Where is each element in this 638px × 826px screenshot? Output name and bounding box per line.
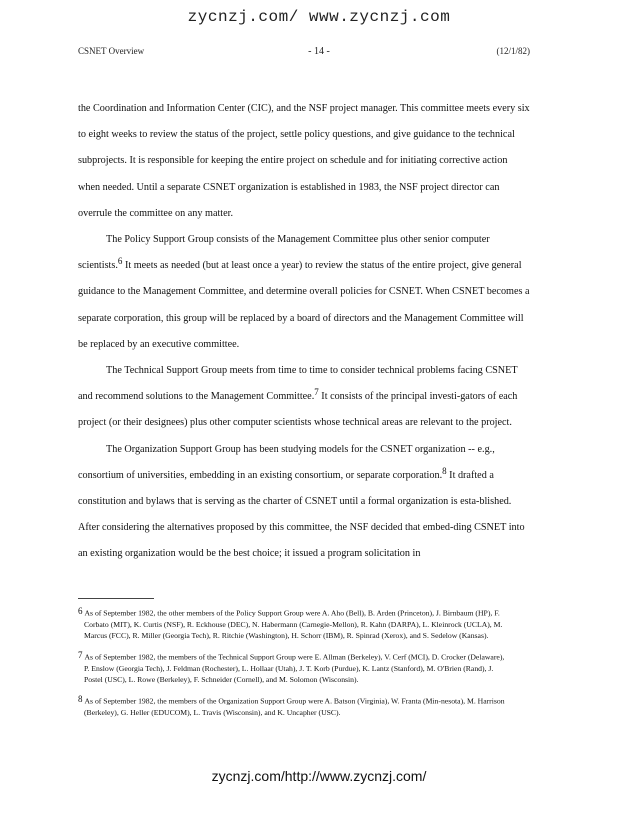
footnote: [78, 694, 508, 718]
footnote-ref: 6: [117, 256, 123, 267]
watermark-top: zycnzj.com/ www.zycnzj.com: [187, 8, 451, 26]
paragraph-text: the Coordination and Information Center (CIC), and the NSF project manager. This committee meets every six to eight weeks to review the status of the project, settle policy questions, and give guidance to the technical subprojects. It is responsible for keeping the entire project on schedule and for initiating corrective action when needed. Until a separate CSNET organization is established in 1983, the NSF project director can overrule the committee on any matter.: [78, 103, 530, 219]
paragraph: [78, 227, 530, 358]
paragraph-text: It meets as needed (but at least once a year) to review the status of the entire project, give general guidance to the Management Committee, and determine overall policies for CSNET. When CSNET becomes a separate corporation, this group will be replaced by a board of directors and the Management Committee will be replaced by an executive committee.: [78, 260, 530, 350]
footnote-number: 8: [78, 693, 83, 704]
footnote-text: As of September 1982, the members of the Technical Support Group were E. Allman (Berkeley), V. Cerf (MCI), D. Crocker (Delaware), P. Enslow (Georgia Tech), J. Feldman (Rochester), L. Hollaar (Utah), J. T. Korb (Purdue), K. Lantz (Stanford), M. O'Brien (Rand), J. Postel (USC), L. Rowe (Berkeley), F. Schneider (Cornell), and M. Solomon (Wisconsin).: [84, 652, 505, 685]
paragraph: [78, 437, 530, 568]
footnote-number: 6: [78, 606, 83, 616]
footnote-text: As of September 1982, the other members of the Policy Support Group were A. Aho (Bell), B. Arden (Princeton), J. Birnbaum (HP), F. Corbato (MIT), K. Curtis (NSF), R. Eckhouse (DEC), N. Habermann (Carnegie-Mellon), R. Kahn (DARPA), L. Kleinrock (UCLA), M. Marcus (FCC), R. Miller (Georgia Tech), R. Ritchie (Washington), H. Schorr (IBM), R. Spinrad (Xerox), and S. Sedelow (Kansas).: [84, 608, 503, 641]
paragraph-text: The Organization Support Group has been studying models for the CSNET organization -- e.g., consortium of universities, embedding in an existing consortium, or separate corporation.: [78, 443, 495, 481]
paragraph: [78, 96, 530, 227]
header-date: (12/1/82): [496, 46, 530, 56]
paragraph-text: It drafted a constitution and bylaws that is serving as the charter of CSNET until a formal organization is esta-blished. After considering the alternatives proposed by this committee, the NSF decided that embed-ding CSNET into an existing organization would be the best choice; it issued a program solicitation in: [78, 469, 525, 560]
body-text: [78, 96, 530, 568]
footnote-ref: 7: [314, 387, 319, 398]
paragraph-text: It consists of the principal investi-gators of each project (or their designees) plus other computer scientists whose technical areas are relevant to the project.: [78, 391, 518, 429]
footnote-number: 7: [78, 649, 83, 660]
footnote-ref: 8: [442, 465, 447, 476]
paragraph-text: The Technical Support Group meets from time to time to consider technical problems facing CSNET and recommend solutions to the Management Committee.: [78, 365, 518, 403]
header-page-number: - 14 -: [308, 46, 330, 57]
paragraph: [78, 358, 530, 437]
footnote: [78, 606, 508, 642]
footnote-divider: [78, 598, 154, 599]
footnotes: [78, 606, 508, 726]
footnote: [78, 650, 508, 686]
header-left-title: CSNET Overview: [78, 46, 145, 56]
footnote-text: As of September 1982, the members of the Organization Support Group were A. Batson (Virginia), W. Franta (Min-nesota), M. Harrison (Berkeley), G. Heller (EDUCOM), L. Travis (Wisconsin), and K. Uncapher (USC).: [84, 696, 505, 717]
paragraph-text: The Policy Support Group consists of the Management Committee plus other senior computer scientists.: [78, 234, 490, 272]
watermark-bottom: zycnzj.com/http://www.zycnzj.com/: [211, 768, 427, 784]
